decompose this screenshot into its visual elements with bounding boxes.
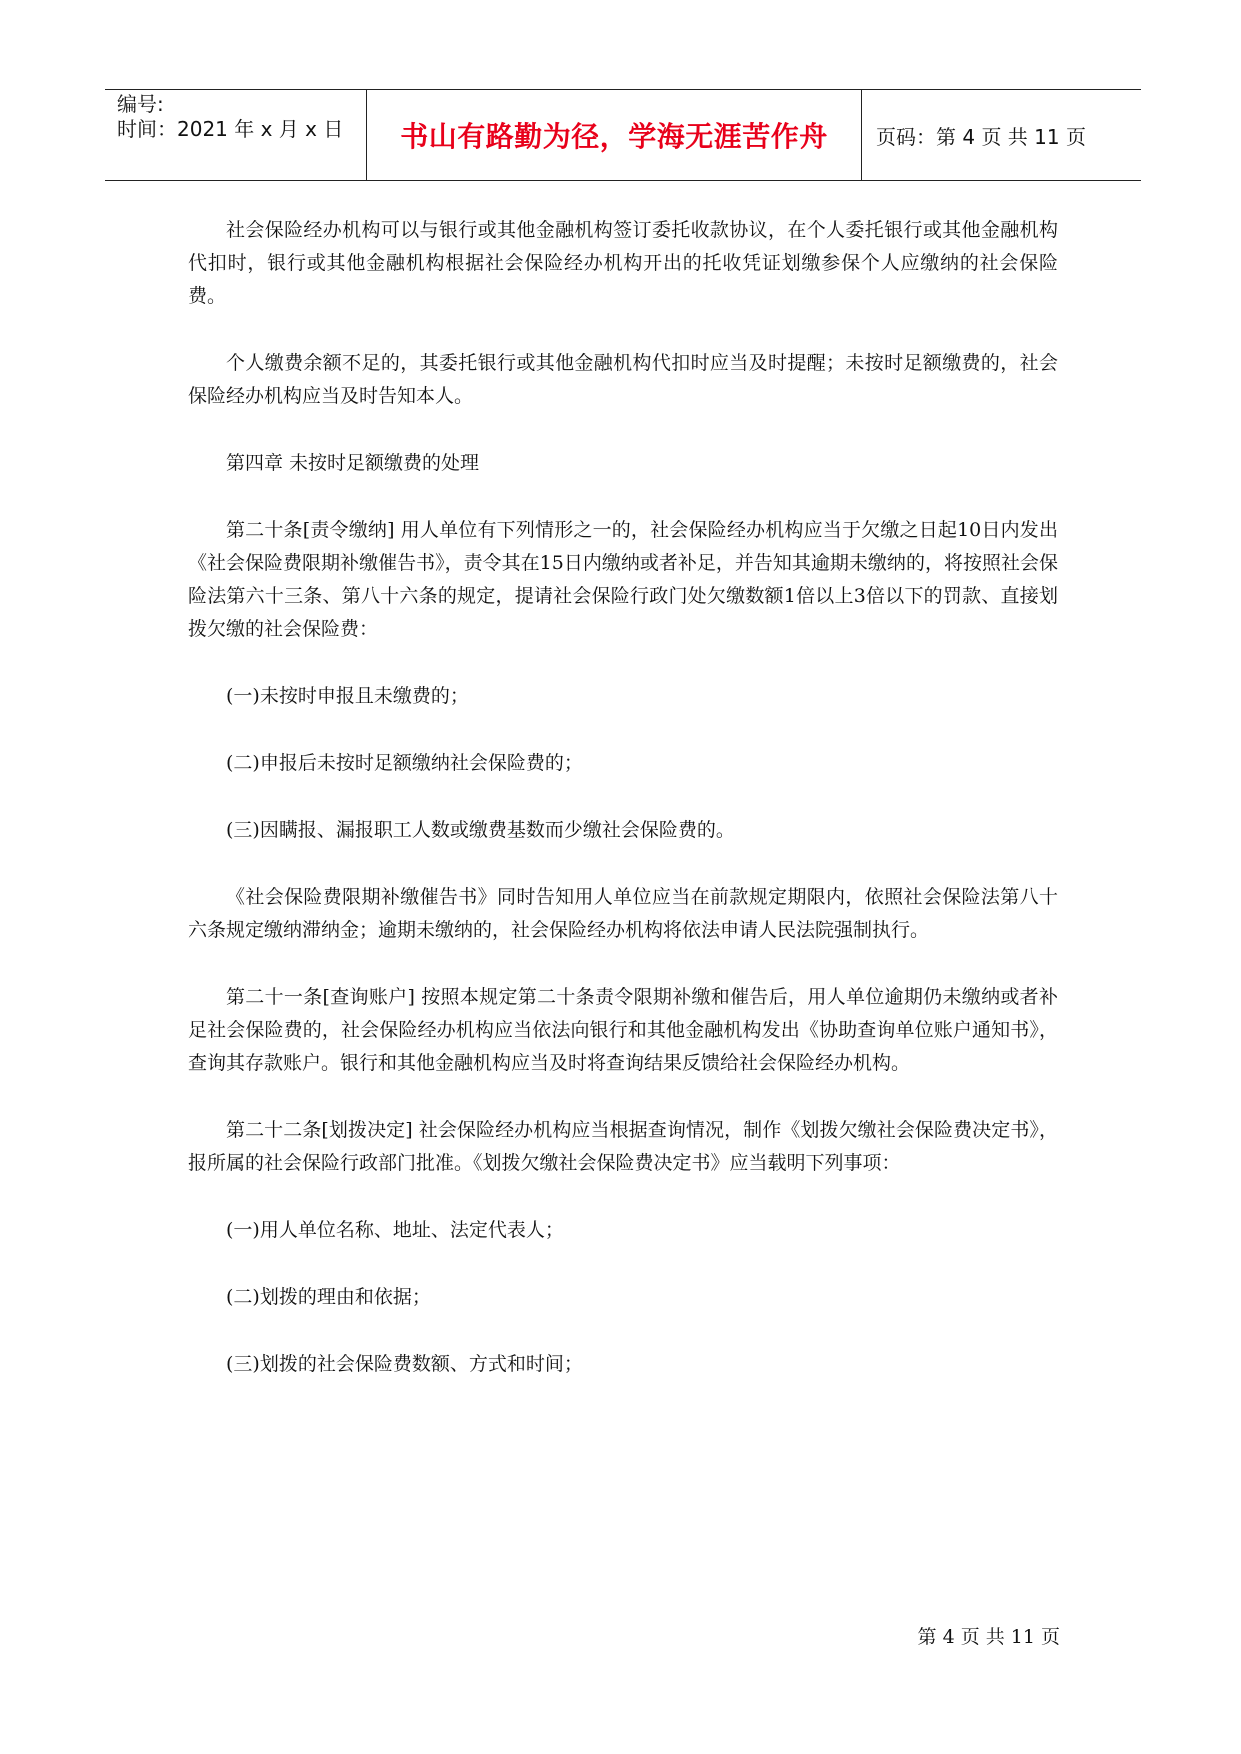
list-item: (一)用人单位名称、地址、法定代表人； [226,1219,564,1241]
header-page-info [862,90,1141,180]
list-item: (三)因瞒报、漏报职工人数或缴费基数而少缴社会保险费的。 [226,819,735,841]
list-item: (二)划拨的理由和依据； [226,1286,431,1308]
document-number-label: 编号: [117,92,164,116]
header-motto-cell [367,90,862,180]
paragraph: 《社会保险费限期补缴催告书》同时告知用人单位应当在前款规定期限内，依照社会保险法第八十六条规定缴纳滞纳金；逾期未缴纳的，社会保险经办机构将依法申请人民法院强制执行。 [188,886,1058,941]
list-item: (二)申报后未按时足额缴纳社会保险费的； [226,752,583,774]
header-motto: 书山有路勤为径，学海无涯苦作舟 [400,120,828,153]
header-page-number: 页码：第 4 页 共 11 页 [876,124,1086,149]
page-header [105,89,1141,181]
list-item: (一)未按时申报且未缴费的； [226,685,469,707]
list-item: (三)划拨的社会保险费数额、方式和时间； [226,1353,583,1375]
document-time: 时间：2021 年 x 月 x 日 [117,117,344,141]
chapter-heading: 第四章 未按时足额缴费的处理 [226,452,480,474]
paragraph: 个人缴费余额不足的，其委托银行或其他金融机构代扣时应当及时提醒；未按时足额缴费的，社会保险经办机构应当及时告知本人。 [188,352,1058,407]
paragraph: 社会保险经办机构可以与银行或其他金融机构签订委托收款协议，在个人委托银行或其他金融机构代扣时，银行或其他金融机构根据社会保险经办机构开出的托收凭证划缴参保个人应缴纳的社会保险费。 [188,219,1058,307]
article-22: 第二十二条[划拨决定] 社会保险经办机构应当根据查询情况，制作《划拨欠缴社会保险费决定书》，报所属的社会保险行政部门批准。《划拨欠缴社会保险费决定书》应当载明下列事项： [188,1119,1058,1174]
article-20: 第二十条[责令缴纳] 用人单位有下列情形之一的，社会保险经办机构应当于欠缴之日起10日内发出《社会保险费限期补缴催告书》，责令其在15日内缴纳或者补足，并告知其逾期未缴纳的，将按照社会保险法第六十三条、第八十六条的规定，提请社会保险行政门处欠缴数额1倍以上3倍以下的罚款、直接划拨欠缴的社会保险费： [188,519,1058,640]
page-footer: 第 4 页 共 11 页 [917,1626,1060,1648]
header-meta [105,90,367,180]
document-body [188,214,1058,1415]
article-21: 第二十一条[查询账户] 按照本规定第二十条责令限期补缴和催告后，用人单位逾期仍未缴纳或者补足社会保险费的，社会保险经办机构应当依法向银行和其他金融机构发出《协助查询单位账户通知书》，查询其存款账户。银行和其他金融机构应当及时将查询结果反馈给社会保险经办机构。 [188,986,1058,1074]
